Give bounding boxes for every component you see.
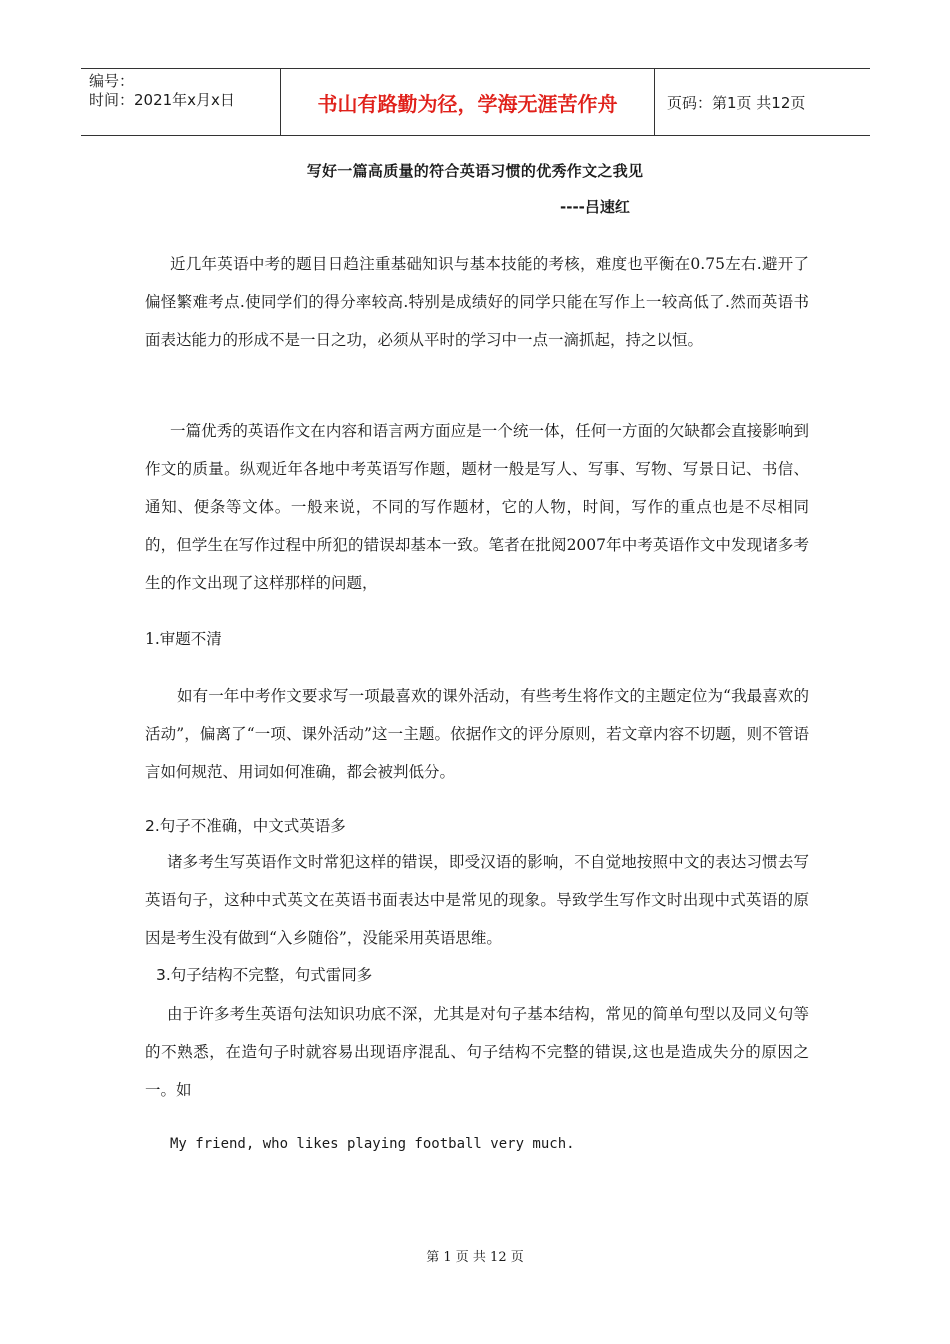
- paragraph-intro: 近几年英语中考的题目日趋注重基础知识与基本技能的考核，难度也平衡在0.75左右.避开了偏怪繁难考点.使同学们的得分率较高.特别是成绩好的同学只能在写作上一较高低了.然而英语书面表达能力的形成不是一日之功，必须从平时的学习中一点一滴抓起，持之以恒。: [145, 255, 809, 349]
- header-motto: 书山有路勤为径，学海无涯苦作舟: [281, 69, 655, 135]
- document-header: [81, 68, 870, 136]
- paragraph-section-2: 诸多考生写英语作文时常犯这样的错误，即受汉语的影响，不自觉地按照中文的表达习惯去写英语句子，这种中式英文在英语书面表达中是常见的现象。导致学生写作文时出现中式英语的原因是考生没有做到“入乡随俗”，没能采用英语思维。: [145, 853, 809, 947]
- heading-section-2: 2.句子不准确，中文式英语多: [145, 817, 346, 835]
- heading-section-1: 1.审题不清: [145, 630, 222, 648]
- paragraph-overview: 一篇优秀的英语作文在内容和语言两方面应是一个统一体，任何一方面的欠缺都会直接影响到作文的质量。纵观近年各地中考英语写作题，题材一般是写人、写事、写物、写景日记、书信、通知、便条等文体。一般来说，不同的写作题材，它的人物，时间，写作的重点也是不尽相同的，但学生在写作过程中所犯的错误却基本一致。笔者在批阅2007年中考英语作文中发现诸多考生的作文出现了这样那样的问题，: [145, 422, 809, 592]
- number-label: 编号：: [89, 72, 135, 90]
- page-footer: 第 1 页 共 12 页: [426, 1250, 524, 1265]
- header-meta: [81, 69, 281, 135]
- english-example-sentence: My friend, who likes playing football very much.: [170, 1136, 575, 1152]
- heading-section-3: 3.句子结构不完整，句式雷同多: [156, 966, 373, 984]
- paragraph-section-1: 如有一年中考作文要求写一项最喜欢的课外活动，有些考生将作文的主题定位为“我最喜欢的活动”，偏离了“一项、课外活动”这一主题。依据作文的评分原则，若文章内容不切题，则不管语言如何规范、用词如何准确，都会被判低分。: [145, 687, 809, 781]
- header-page-info: 页码：第1页 共12页: [667, 93, 806, 112]
- article-title: 写好一篇高质量的符合英语习惯的优秀作文之我见: [306, 162, 644, 180]
- article-author: ----吕速红: [560, 198, 630, 216]
- paragraph-section-3: 由于许多考生英语句法知识功底不深，尤其是对句子基本结构，常见的简单句型以及同义句等的不熟悉，在造句子时就容易出现语序混乱、句子结构不完整的错误,这也是造成失分的原因之一。如: [145, 1005, 809, 1099]
- time-label: 时间：2021年x月x日: [89, 91, 235, 109]
